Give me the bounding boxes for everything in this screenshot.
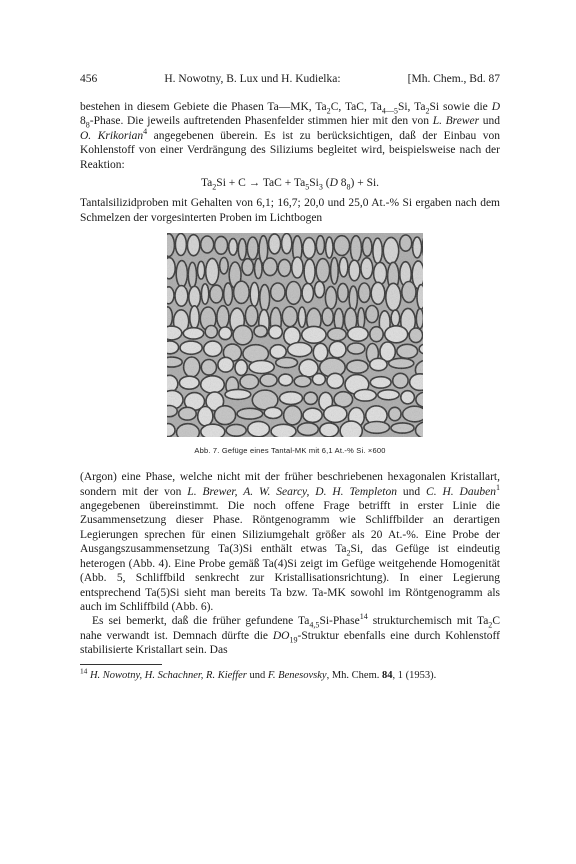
running-head-authors: H. Nowotny, B. Lux und H. Kudielka:: [164, 73, 341, 85]
paragraph-phases: bestehen in diesem Gebiete die Phasen Ta—MK, $Ta_2C$, TaC, $Ta_{4—5}Si$, $Ta_2Si$ sowie die D $8_8$-Phase. Die jeweils auftretenden Phasenfelder stimmen hier mit den von L. Brewer und O. Krikorian$^4$ angegebenen überein. Es ist zu berücksichtigen, daß der Einbau von Kohlenstoff von einer Verdrängung des Siliziums begleitet wird, beispielsweise nach der Reaktion:: [80, 101, 501, 171]
reaction-formula: $Ta_2Si + C$ → TaC + $Ta_5Si_3$ (D $8_8) + Si$.: [200, 177, 380, 192]
footnote: $^{14}$ H. Nowotny, H. Schachner, R. Kieffer und F. Benesovsky, Mh. Chem. 84, 1 (1953).: [80, 666, 437, 681]
micrograph-image: [167, 233, 423, 437]
paragraph-samples: Tantalsilizidproben mit Gehalten von 6,1; 16,7; 20,0 und 25,0 At.-% Si ergaben nach dem Schmelzen der vorgesinterten Proben im Lichtbogen: [80, 197, 500, 224]
page-number: 456: [80, 73, 98, 85]
footnote-divider: [80, 664, 162, 665]
running-head: [80, 72, 500, 86]
journal-page: [80, 72, 500, 682]
footnote-number: 14: [80, 666, 88, 676]
paragraph-remark: Es sei bemerkt, daß die früher gefundene $Ta_{4,5}Si-Phase^{14}$ strukturchemisch mit $Ta_2C$ nahe verwandt ist. Demnach dürfte die $DO_{19}$-Struktur ebenfalls eine durch Kohlenstoff stabilisierte Kristallart sein. Das: [80, 612, 500, 657]
micrograph-figure: [167, 233, 423, 437]
paragraph-argon: (Argon) eine Phase, welche nicht mit der früher beschriebenen hexagonalen Kristallart, sondern mit der von L. Brewer, A. W. Searcy, D. H. Templeton und C. H. Dauben$^1$ angegebenen übereinstimmt. Die noch offene Frage betrifft in erster Linie die Zusammensetzung dieser Phase. Röntgenogramm wie Schliffbilder an derartigen Legierungen sprechen für einen Siliziumgehalt größer als 20 At.-%. Eine Probe der Ausgangszusammensetzung Ta(3)Si enthält etwas $Ta_2Si$, das Gefüge ist eindeutig heterogen (Abb. 4). Eine Probe gemäß Ta(4)Si zeigt im Gefüge weitgehende Homogenität (Abb. 5, Schliffbild senkrecht zur Kristallisationsrichtung). In einer Legierung entsprechend Ta(5)Si sieht man bereits Ta bzw. Ta-MK sowohl im Röntgenogramm als auch im Schliffbild (Abb. 6).: [80, 471, 501, 613]
figure-caption: Abb. 7. Gefüge eines Tantal-MK mit 6,1 At.-% Si. ×600: [194, 446, 386, 456]
running-head-journal: [Mh. Chem., Bd. 87: [407, 73, 500, 85]
